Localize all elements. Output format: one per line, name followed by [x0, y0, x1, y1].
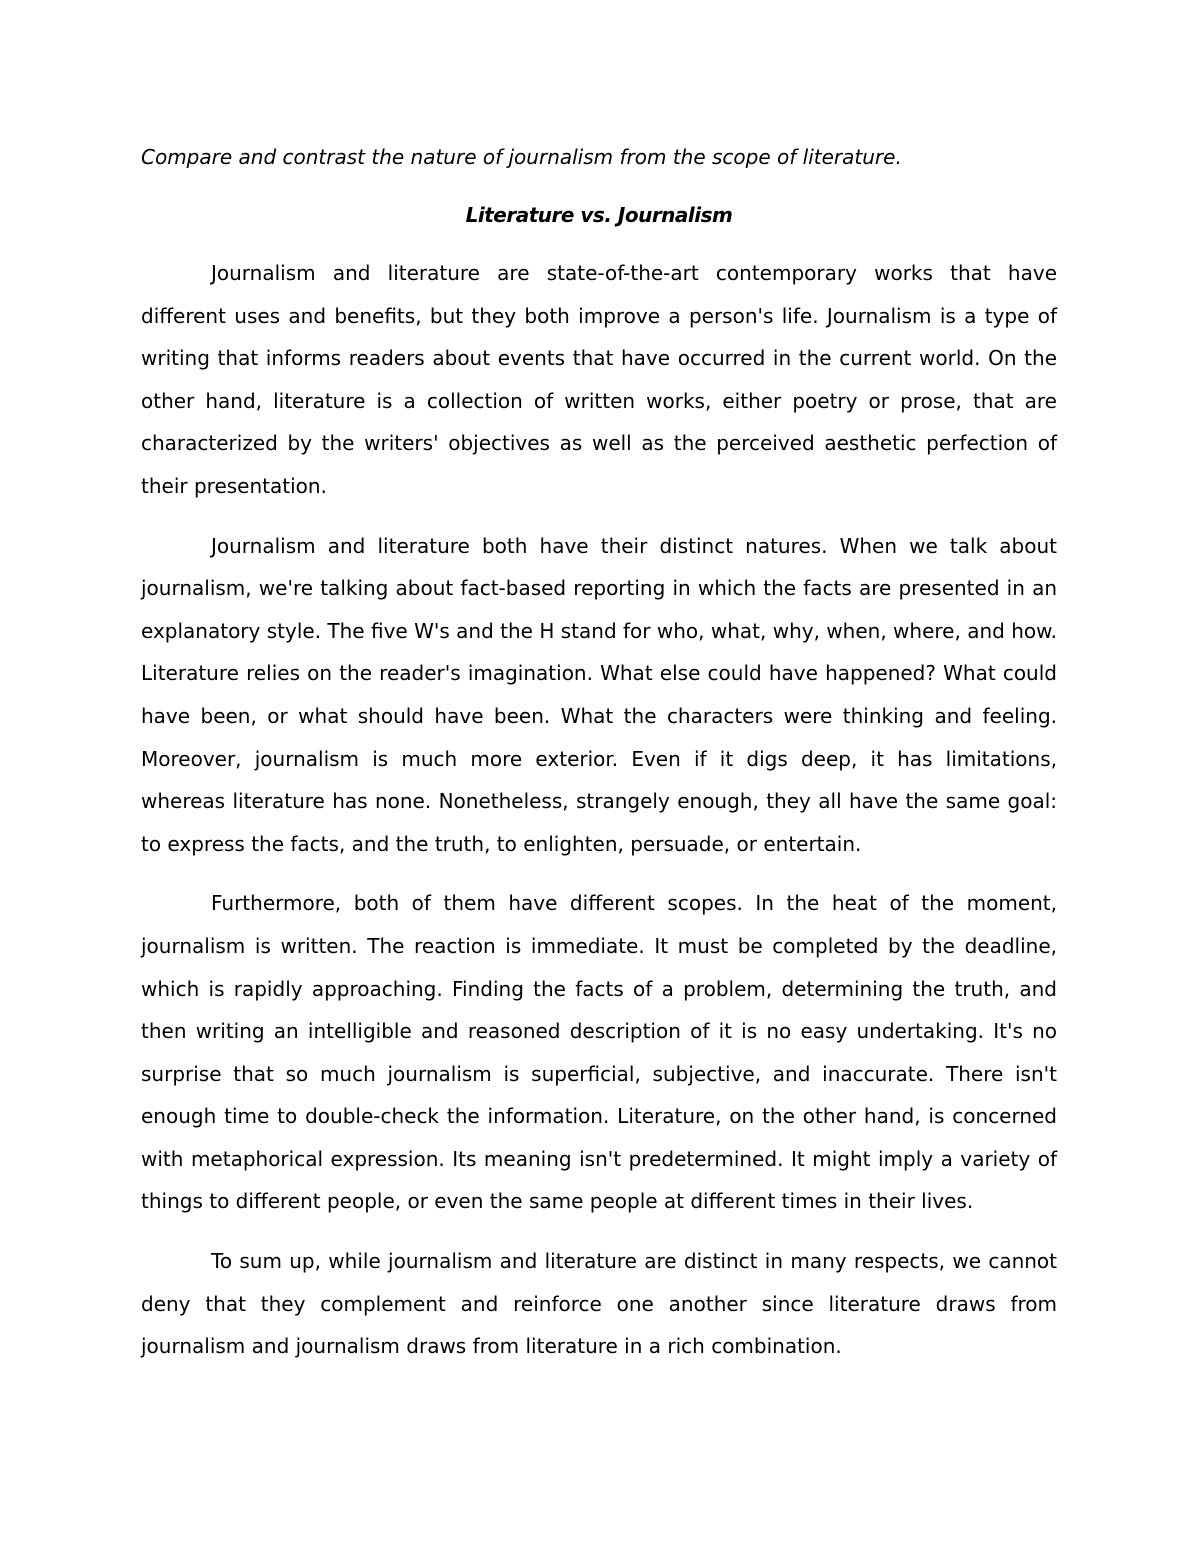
- essay-title: Literature vs. Journalism: [465, 203, 733, 227]
- essay-prompt: Compare and contrast the nature of journalism from the scope of literature.: [141, 145, 902, 169]
- paragraph-natures: Journalism and literature both have their distinct natures. When we talk about journalism, we're talking about fact-based reporting in which the facts are presented in an explanatory style. The five W's and the H stand for who, what, why, when, where, and how. Literature relies on the reader's imagination. What else could have happened? What could have been, or what should have been. What the characters were thinking and feeling. Moreover, journalism is much more exterior. Even if it digs deep, it has limitations, whereas literature has none. Nonetheless, strangely enough, they all have the same goal: to express the facts, and the truth, to enlighten, persuade, or entertain.: [141, 533, 1057, 856]
- paragraph-scopes: Furthermore, both of them have different scopes. In the heat of the moment, journalism is written. The reaction is immediate. It must be completed by the deadline, which is rapidly approaching. Finding the facts of a problem, determining the truth, and then writing an intelligible and reasoned description of it is no easy undertaking. It's no surprise that so much journalism is superficial, subjective, and inaccurate. There isn't enough time to double-check the information. Literature, on the other hand, is concerned with metaphorical expression. Its meaning isn't predetermined. It might imply a variety of things to different people, or even the same people at different times in their lives.: [141, 891, 1057, 1214]
- paragraph-conclusion: To sum up, while journalism and literature are distinct in many respects, we cannot deny that they complement and reinforce one another since literature draws from journalism and journalism draws from literature in a rich combination.: [141, 1249, 1057, 1359]
- paragraph-introduction: Journalism and literature are state-of-the-art contemporary works that have different uses and benefits, but they both improve a person's life. Journalism is a type of writing that informs readers about events that have occurred in the current world. On the other hand, literature is a collection of written works, either poetry or prose, that are characterized by the writers' objectives as well as the perceived aesthetic perfection of their presentation.: [141, 261, 1057, 498]
- document-body: [141, 142, 1057, 1368]
